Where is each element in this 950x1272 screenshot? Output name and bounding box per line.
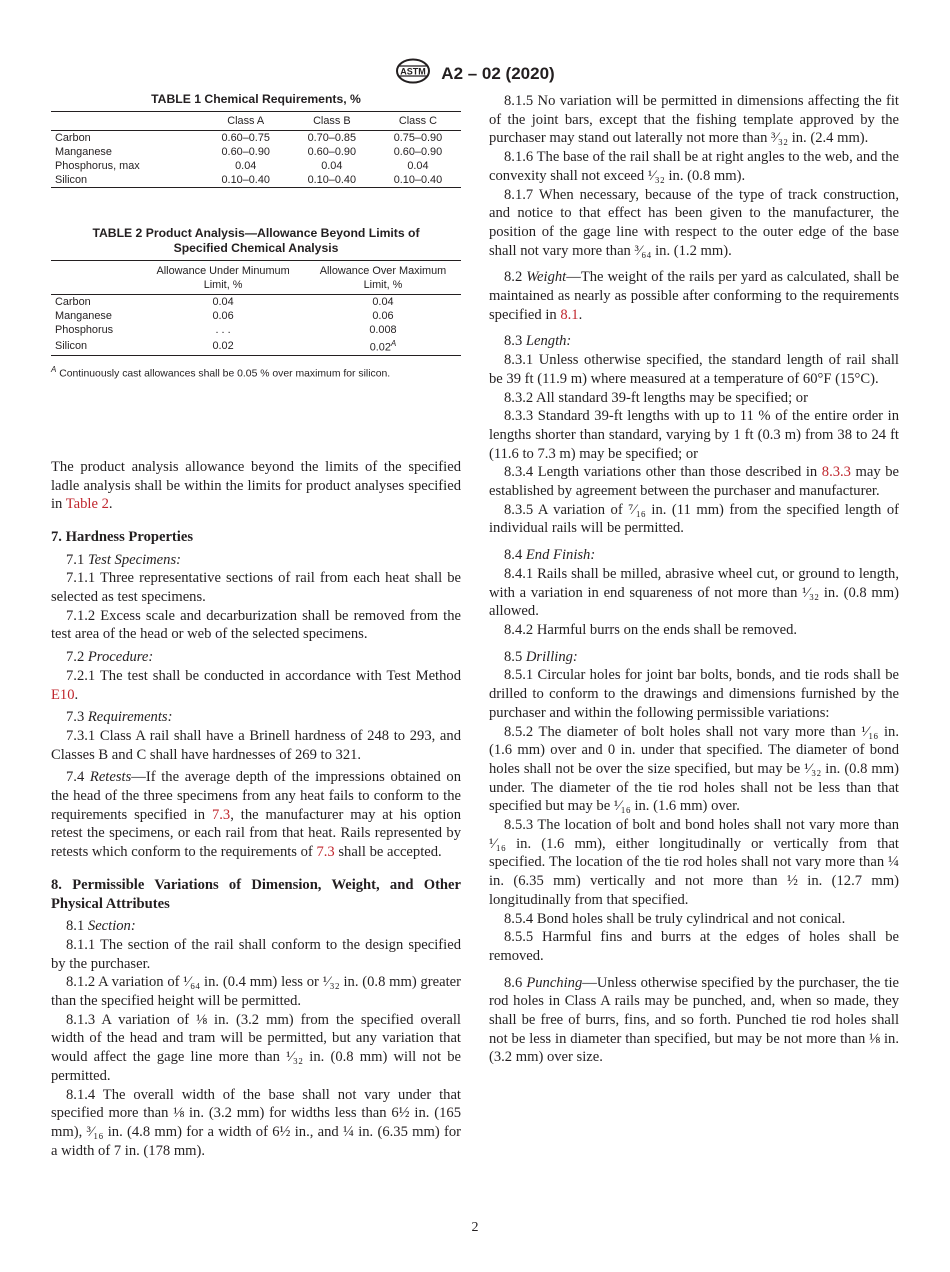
section-8-2: 8.2 Weight—The weight of the rails per yard as calculated, shall be maintained as nearly as possible after conforming to the requirements specified in 8.1. <box>489 269 900 323</box>
table1-header-empty <box>51 112 203 131</box>
svg-text:ASTM: ASTM <box>400 66 427 77</box>
table-cell: 0.75–0.90 <box>393 132 443 144</box>
table-cell: 0.70–0.85 <box>307 132 357 144</box>
text: The product analysis allowance beyond the limits of the specified ladle analysis shall be within the limits for product analyses specified in <box>51 458 461 513</box>
table-cell: 0.60–0.75 <box>221 132 270 144</box>
table-cell: 0.10–0.40 <box>307 174 357 186</box>
section-8-1-3: 8.1.3 A variation of ⅛ in. (3.2 mm) from the specified overall width of the head and tram will be permitted, but any variation that would affect the gage line more than ¹⁄₃₂ in. (0.8 mm) will not be permitted. <box>51 1011 461 1084</box>
section-title: Section: <box>87 918 136 935</box>
right-column <box>489 92 899 1067</box>
section-7-3-link[interactable]: 7.3 <box>316 844 335 861</box>
section-7-3-1: 7.3.1 Class A rail shall have a Brinell hardness of 248 to 293, and Classes B and C shall have hardnesses of 269 to 321. <box>51 727 461 763</box>
section-8-3-3-link[interactable]: 8.3.3 <box>821 464 851 481</box>
section-8-1-1: 8.1.1 The section of the rail shall conform to the design specified by the purchaser. <box>51 936 461 972</box>
section-8-6 <box>489 974 899 1068</box>
section-title: Retests <box>89 769 132 786</box>
page-number: 2 <box>471 1220 479 1235</box>
table-row <box>51 159 461 173</box>
section-number: 8.6 <box>504 974 527 991</box>
table-row <box>51 337 461 355</box>
section-7-4 <box>51 768 461 862</box>
section-title: Length: <box>525 333 572 350</box>
text: —The weight of the rails per yard as calculated, shall be maintained as nearly as possible after conforming to the requirements specified in <box>489 269 900 323</box>
footnote-marker: A <box>390 339 397 348</box>
section-8-1-4: 8.1.4 The overall width of the base shall not vary under that specified more than ⅛ in. (3.2 mm) for widths less than 6½ in. (165 mm), ³⁄₁₆ in. (4.8 mm) for a width of 6½ in., and ¼ in. (6.35 mm) for a width of 7 in. (178 mm). <box>51 1086 461 1159</box>
table2-caption-line2: Specified Chemical Analysis <box>173 241 339 255</box>
section-8-1-link[interactable]: 8.1 <box>560 306 579 323</box>
table2-header-over-max-l2: Limit, % <box>363 279 403 291</box>
table-cell: 0.04 <box>235 160 257 172</box>
table-cell: 0.04 <box>212 296 234 308</box>
table-row <box>51 323 461 337</box>
section-8-3-4 <box>489 463 899 500</box>
table-cell: Phosphorus, max <box>55 160 140 172</box>
footnote-marker: A <box>51 364 57 374</box>
table-cell: 0.60–0.90 <box>393 146 443 158</box>
table2-header-over-max <box>305 261 461 295</box>
section-8-5-4: 8.5.4 Bond holes shall be truly cylindrical and not conical. <box>504 910 846 927</box>
section-8-3-5: 8.3.5 A variation of ⁷⁄₁₆ in. (11 mm) from the specified length of individual rails will be permitted. <box>489 501 899 537</box>
section-8-5-1: 8.5.1 Circular holes for joint bar bolts, bonds, and tie rods shall be drilled to conform to the drawings and dimensions furnished by the purchaser and within the following permissible variations: <box>489 667 899 721</box>
table-cell: 0.008 <box>369 324 397 336</box>
section-title: Procedure: <box>87 649 154 666</box>
section-8-5-2: 8.5.2 The diameter of bolt holes shall not vary more than ¹⁄₁₆ in. (1.6 mm) over and 0 in. under that specified. The diameter of bond holes shall not be over the size specified, but may be ¹⁄₃₂ in. (0.8 mm) under. The diameter of the tie rod holes shall not be less than that specified but may be ¹⁄₁₆ in. (1.6 mm) over. <box>489 723 899 815</box>
table-cell: Manganese <box>55 310 112 322</box>
section-title: End Finish: <box>525 547 596 564</box>
table-cell: Phosphorus <box>55 324 114 336</box>
table-row <box>51 145 461 159</box>
table-cell: 0.04 <box>407 160 429 172</box>
table1-header-class-a: Class A <box>203 112 289 131</box>
table-row <box>51 295 461 310</box>
table1-header-class-b: Class B <box>289 112 375 131</box>
section-number: 8.3 <box>504 333 526 350</box>
table-row <box>51 173 461 188</box>
table-cell: Carbon <box>55 132 91 144</box>
section-number: 8.4 <box>504 547 526 564</box>
table-row <box>51 131 461 146</box>
table-cell: Manganese <box>55 146 112 158</box>
astm-logo <box>395 58 431 89</box>
section-8-3-1: 8.3.1 Unless otherwise specified, the standard length of rail shall be 39 ft (11.9 m) where measured at a temperature of 60°F (15°C). <box>489 352 899 387</box>
table2-header-under-min <box>141 261 305 295</box>
section-7-1-2: 7.1.2 Excess scale and decarburization shall be removed from the test area of the head or web of the selected specimens. <box>51 607 461 643</box>
table-cell: 0.60–0.90 <box>221 146 270 158</box>
table-cell: Silicon <box>55 339 88 352</box>
footnote-text: Continuously cast allowances shall be 0.05 % over maximum for silicon. <box>59 368 391 380</box>
table2-product-analysis <box>51 260 461 356</box>
table2-caption <box>51 226 461 256</box>
table-cell: Carbon <box>55 296 91 308</box>
table2-header-under-min-l1: Allowance Under Minumum <box>156 265 290 277</box>
section-8-1-2: 8.1.2 A variation of ¹⁄₆₄ in. (0.4 mm) less or ¹⁄₃₂ in. (0.8 mm) greater than the specified height will be permitted. <box>51 974 461 1010</box>
section-number: 8.2 <box>504 269 527 286</box>
section-8-1-5: 8.1.5 No variation will be permitted in dimensions affecting the fit of the joint bars, except that the fishing template approved by the purchaser may stand out laterally not more than ³⁄₃₂ in. (2.4 mm). <box>489 93 899 147</box>
text: shall be accepted. <box>334 844 442 861</box>
page-header <box>0 58 950 89</box>
section-title: Weight <box>526 269 567 286</box>
section-8-3 <box>489 332 899 351</box>
table-cell-value: 0.02 <box>369 341 391 354</box>
table1-header-class-c: Class C <box>375 112 461 131</box>
table-cell: 0.06 <box>372 310 394 322</box>
text: 7.2.1 The test shall be conducted in accordance with Test Method <box>66 667 461 684</box>
section-title: Requirements: <box>87 709 173 726</box>
table2-footnote <box>51 361 461 384</box>
section-8-5 <box>489 648 899 667</box>
paragraph-allowance: The product analysis allowance beyond the limits of the specified ladle analysis shall be within the limits for product analyses specified in Table 2. <box>51 458 461 513</box>
section-8-3-3: 8.3.3 Standard 39-ft lengths with up to 11 % of the entire order in lengths shorter than standard, varying by 1 ft (0.3 m) from 38 to 24 ft (11.6 to 7.3 m) may be specified; or <box>489 408 899 462</box>
table-cell: 0.10–0.40 <box>393 174 443 186</box>
table-cell: . . . <box>215 324 231 336</box>
table-cell: 0.04 <box>372 296 394 308</box>
table-cell: Silicon <box>55 174 88 186</box>
section-number: 7.2 <box>66 649 88 666</box>
section-title: Drilling: <box>525 648 578 665</box>
document-designation: A2 – 02 (2020) <box>441 63 555 83</box>
section-number: 8.1 <box>66 918 88 935</box>
section-8-3-2: 8.3.2 All standard 39-ft lengths may be specified; or <box>504 389 808 406</box>
text: 8.3.4 Length variations other than those described in <box>504 464 822 481</box>
section-7-2 <box>51 648 461 667</box>
section-8-4-2: 8.4.2 Harmful burrs on the ends shall be removed. <box>504 621 798 638</box>
section-8-4-1: 8.4.1 Rails shall be milled, abrasive wheel cut, or ground to length, with a variation in end squareness of not more than ¹⁄₃₂ in. (0.8 mm) allowed. <box>489 565 899 620</box>
section-7-3 <box>51 708 461 727</box>
table2-header-empty <box>51 261 141 295</box>
section-8-1 <box>51 917 461 936</box>
section-8-5-5: 8.5.5 Harmful fins and burrs at the edges of holes shall be removed. <box>489 929 899 964</box>
section-number: 7.1 <box>66 551 88 568</box>
left-column <box>51 92 461 1160</box>
table-cell: 0.06 <box>212 310 234 322</box>
section-title: Test Specimens: <box>87 551 181 568</box>
section-8-5-3: 8.5.3 The location of bolt and bond holes shall not vary more than ¹⁄₁₆ in. (1.6 mm), either longitudinally or vertically from that specified. The location of the tie rod holes shall not vary more than ¼ in. (6.35 mm) vertically and not more than ½ in. (12.7 mm) longitudinally from that specified. <box>489 817 899 908</box>
e10-link[interactable]: E10 <box>51 686 75 703</box>
section-number: 8.5 <box>504 648 526 665</box>
section-7-3-link[interactable]: 7.3 <box>211 806 231 823</box>
table2-caption-line1: TABLE 2 Product Analysis—Allowance Beyond Limits of <box>92 226 420 240</box>
section-title: Punching <box>526 974 583 991</box>
table-cell: 0.60–0.90 <box>307 146 357 158</box>
section-7-heading: 7. Hardness Properties <box>51 528 194 545</box>
section-7-1 <box>51 551 461 570</box>
table-cell: 0.04 <box>321 160 343 172</box>
table2-link[interactable]: Table 2 <box>65 496 109 513</box>
table2-header-under-min-l2: Limit, % <box>203 279 243 291</box>
table1-chemical-requirements <box>51 111 461 188</box>
section-8-1-7: 8.1.7 When necessary, because of the type of track construction, and notice to that effect has been given to the manufacturer, the position of the gage line with respect to the outer edge of the base shall not vary more than ³⁄₆₄ in. (1.2 mm). <box>489 186 899 259</box>
table-cell: 0.02 <box>212 339 234 352</box>
section-number: 7.3 <box>66 709 88 726</box>
section-8-heading: 8. Permissible Variations of Dimension, Weight, and Other Physical Attributes <box>51 876 461 912</box>
text: —Unless otherwise specified by the purchaser, the tie rod holes in Class A rails may be punched, and, when so made, they shall be free of burrs, fins, and so forth. Punched tie rod holes shall not be less in diameter than specified, but may be not more than ⅛ in. (3.2 mm) over size. <box>489 974 900 1066</box>
text: may be established by agreement between the purchaser and manufacturer. <box>489 464 899 500</box>
table-cell: 0.10–0.40 <box>221 174 270 186</box>
section-7-1-1: 7.1.1 Three representative sections of rail from each heat shall be selected as test specimens. <box>51 570 461 606</box>
section-7-2-1: 7.2.1 The test shall be conducted in accordance with Test Method E10. <box>51 667 461 703</box>
section-8-4 <box>489 546 899 565</box>
section-8-1-6: 8.1.6 The base of the rail shall be at right angles to the web, and the convexity shall not exceed ¹⁄₃₂ in. (0.8 mm). <box>489 149 899 184</box>
table1-caption: TABLE 1 Chemical Requirements, % <box>151 92 361 106</box>
section-number: 7.4 <box>66 769 90 786</box>
text: —If the average depth of the impressions obtained on the head of the three specimens from any heat fails to conform to the requirements specified in <box>51 769 461 823</box>
text: , the manufacturer may at his option retest the specimens, or each rail from that heat. Rails represented by retests which conform to the requirements of <box>51 806 462 861</box>
table-cell <box>305 337 461 355</box>
table-row <box>51 309 461 323</box>
table2-header-over-max-l1: Allowance Over Maximum <box>319 265 447 277</box>
